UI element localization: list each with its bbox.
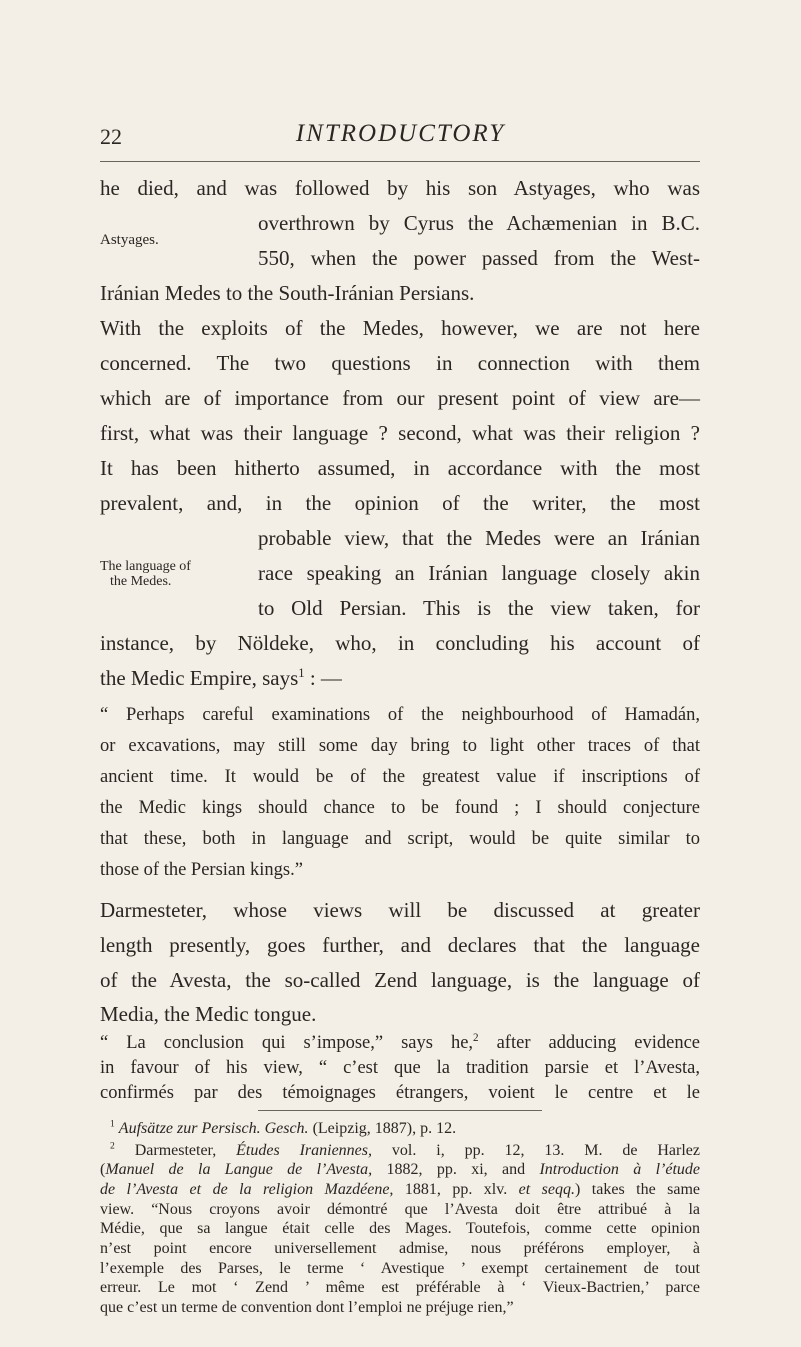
footnote-ref-1: 1 — [298, 666, 305, 680]
fn2-paren: ( — [100, 1161, 106, 1179]
footnote-2-line-4: view. “Nous croyons avoir démontré que l’Avesta doit être attribué à la — [100, 1200, 700, 1218]
quote-line-6: those of the Persian kings.” — [100, 860, 303, 880]
body-line-12: race speaking an Iránian language closely akin — [258, 561, 700, 585]
fn2-seqq: et seqq. — [518, 1181, 576, 1199]
footnote-2-line-2 — [100, 1162, 700, 1178]
quote-line-5: that these, both in language and script, would be quite similar to — [100, 829, 700, 849]
quote2-line-3: confirmés par des témoignages étrangers, voient le centre et le — [100, 1083, 700, 1104]
footnote-2-line-9: que c’est un terme de convention dont l’emploi ne préjuge rien,” — [100, 1299, 514, 1317]
body-line-15 — [100, 668, 342, 689]
footnote-1-rest: (Leipzig, 1887), p. 12. — [308, 1120, 457, 1138]
body-line-14: instance, by Nöldeke, who, in concluding his account of — [100, 631, 700, 655]
body-line-1: he died, and was followed by his son Astyages, who was — [100, 176, 700, 200]
body-line-19: Media, the Medic tongue. — [100, 1002, 317, 1027]
body-line-3: 550, when the power passed from the West- — [258, 246, 700, 270]
margin-note-language-1: The language of — [100, 559, 191, 574]
body-line-16: Darmesteter, whose views will be discussed at greater — [100, 898, 700, 922]
quote2-line-1-text: “ La conclusion qui s’impose,” says he, — [100, 1032, 474, 1053]
footnote-1-title: Aufsätze zur Persisch. Gesch. — [118, 1120, 309, 1138]
fn2-title-4: de l’Avesta et de la religion Mazdéene, — [100, 1181, 394, 1199]
quote-line-4: the Medic kings should chance to be found ; I should conjecture — [100, 798, 700, 818]
fn2-author: Darmesteter, — [134, 1141, 237, 1159]
quote2-line-1-tail: after adducing evidence — [496, 1032, 701, 1053]
body-line-17: length presently, goes further, and declares that the language — [100, 933, 700, 957]
body-line-10: prevalent, and, in the opinion of the writer, the most — [100, 491, 700, 515]
page-number: 22 — [100, 124, 122, 149]
footnote-2-line-5: Médie, que sa langue était celle des Mages. Toutefois, comme cette opinion — [100, 1220, 700, 1238]
body-line-6: concerned. The two questions in connection with them — [100, 351, 700, 375]
footnote-2-line-8: erreur. Le mot ‘ Zend ’ même est préférable à ‘ Vieux-Bactrien,’ parce — [100, 1279, 700, 1297]
body-line-15-text: the Medic Empire, says — [100, 666, 299, 690]
body-line-2: overthrown by Cyrus the Achæmenian in B.C. — [258, 211, 700, 235]
margin-note-language-2: the Medes. — [110, 574, 172, 589]
footnote-2-number: 2 — [110, 1140, 115, 1152]
footnote-rule — [258, 1110, 542, 1111]
fn2-text-1: vol. i, pp. 12, 13. M. de Harlez — [372, 1141, 701, 1159]
body-line-11: probable view, that the Medes were an Iránian — [258, 526, 700, 550]
footnote-2-line-1 — [110, 1140, 701, 1159]
body-line-9: It has been hitherto assumed, in accordance with the most — [100, 456, 700, 480]
body-line-13: to Old Persian. This is the view taken, for — [258, 596, 700, 620]
body-line-5: With the exploits of the Medes, however, we are not here — [100, 316, 700, 340]
quote2-line-1 — [100, 1031, 701, 1053]
body-line-8: first, what was their language ? second, what was their religion ? — [100, 421, 700, 445]
footnote-ref-2: 2 — [473, 1031, 479, 1044]
footnote-2-line-3 — [100, 1182, 700, 1198]
body-line-4: Iránian Medes to the South-Iránian Persians. — [100, 281, 475, 305]
header-rule — [100, 161, 700, 162]
running-title: INTRODUCTORY — [295, 120, 506, 147]
quote-line-2: or excavations, may still some day bring to light other traces of that — [100, 736, 700, 756]
fn2-text-2: 1882, pp. xi, and — [372, 1161, 540, 1179]
body-line-7: which are of importance from our present point of view are— — [100, 386, 700, 410]
fn2-title-2: Manuel de la Langue de l’Avesta, — [105, 1161, 373, 1179]
margin-note-astyages: Astyages. — [100, 232, 159, 248]
footnote-2-line-7: l’exemple des Parses, le terme ‘ Avestique ’ exempt certainement de tout — [100, 1259, 700, 1277]
fn2-text-4: ) takes the same — [575, 1181, 701, 1199]
quote-line-1: “ Perhaps careful examinations of the neighbourhood of Hamadán, — [100, 705, 700, 725]
quote-line-3: ancient time. It would be of the greatest value if inscriptions of — [100, 767, 700, 787]
quote2-line-2: in favour of his view, “ c’est que la tradition parsie et l’Avesta, — [100, 1058, 700, 1079]
footnote-2-line-6: n’est point encore universellement admise, nous préférons employer, à — [100, 1240, 700, 1258]
body-line-15-tail: : — — [304, 666, 342, 690]
fn2-title-3: Introduction à l’étude — [539, 1161, 700, 1179]
fn2-text-3: 1881, pp. xlv. — [393, 1181, 519, 1199]
footnote-1-number: 1 — [110, 1119, 115, 1131]
body-line-18: of the Avesta, the so-called Zend language, is the language of — [100, 968, 700, 992]
fn2-title-1: Études Iraniennes, — [236, 1141, 373, 1159]
footnote-1 — [110, 1121, 456, 1137]
